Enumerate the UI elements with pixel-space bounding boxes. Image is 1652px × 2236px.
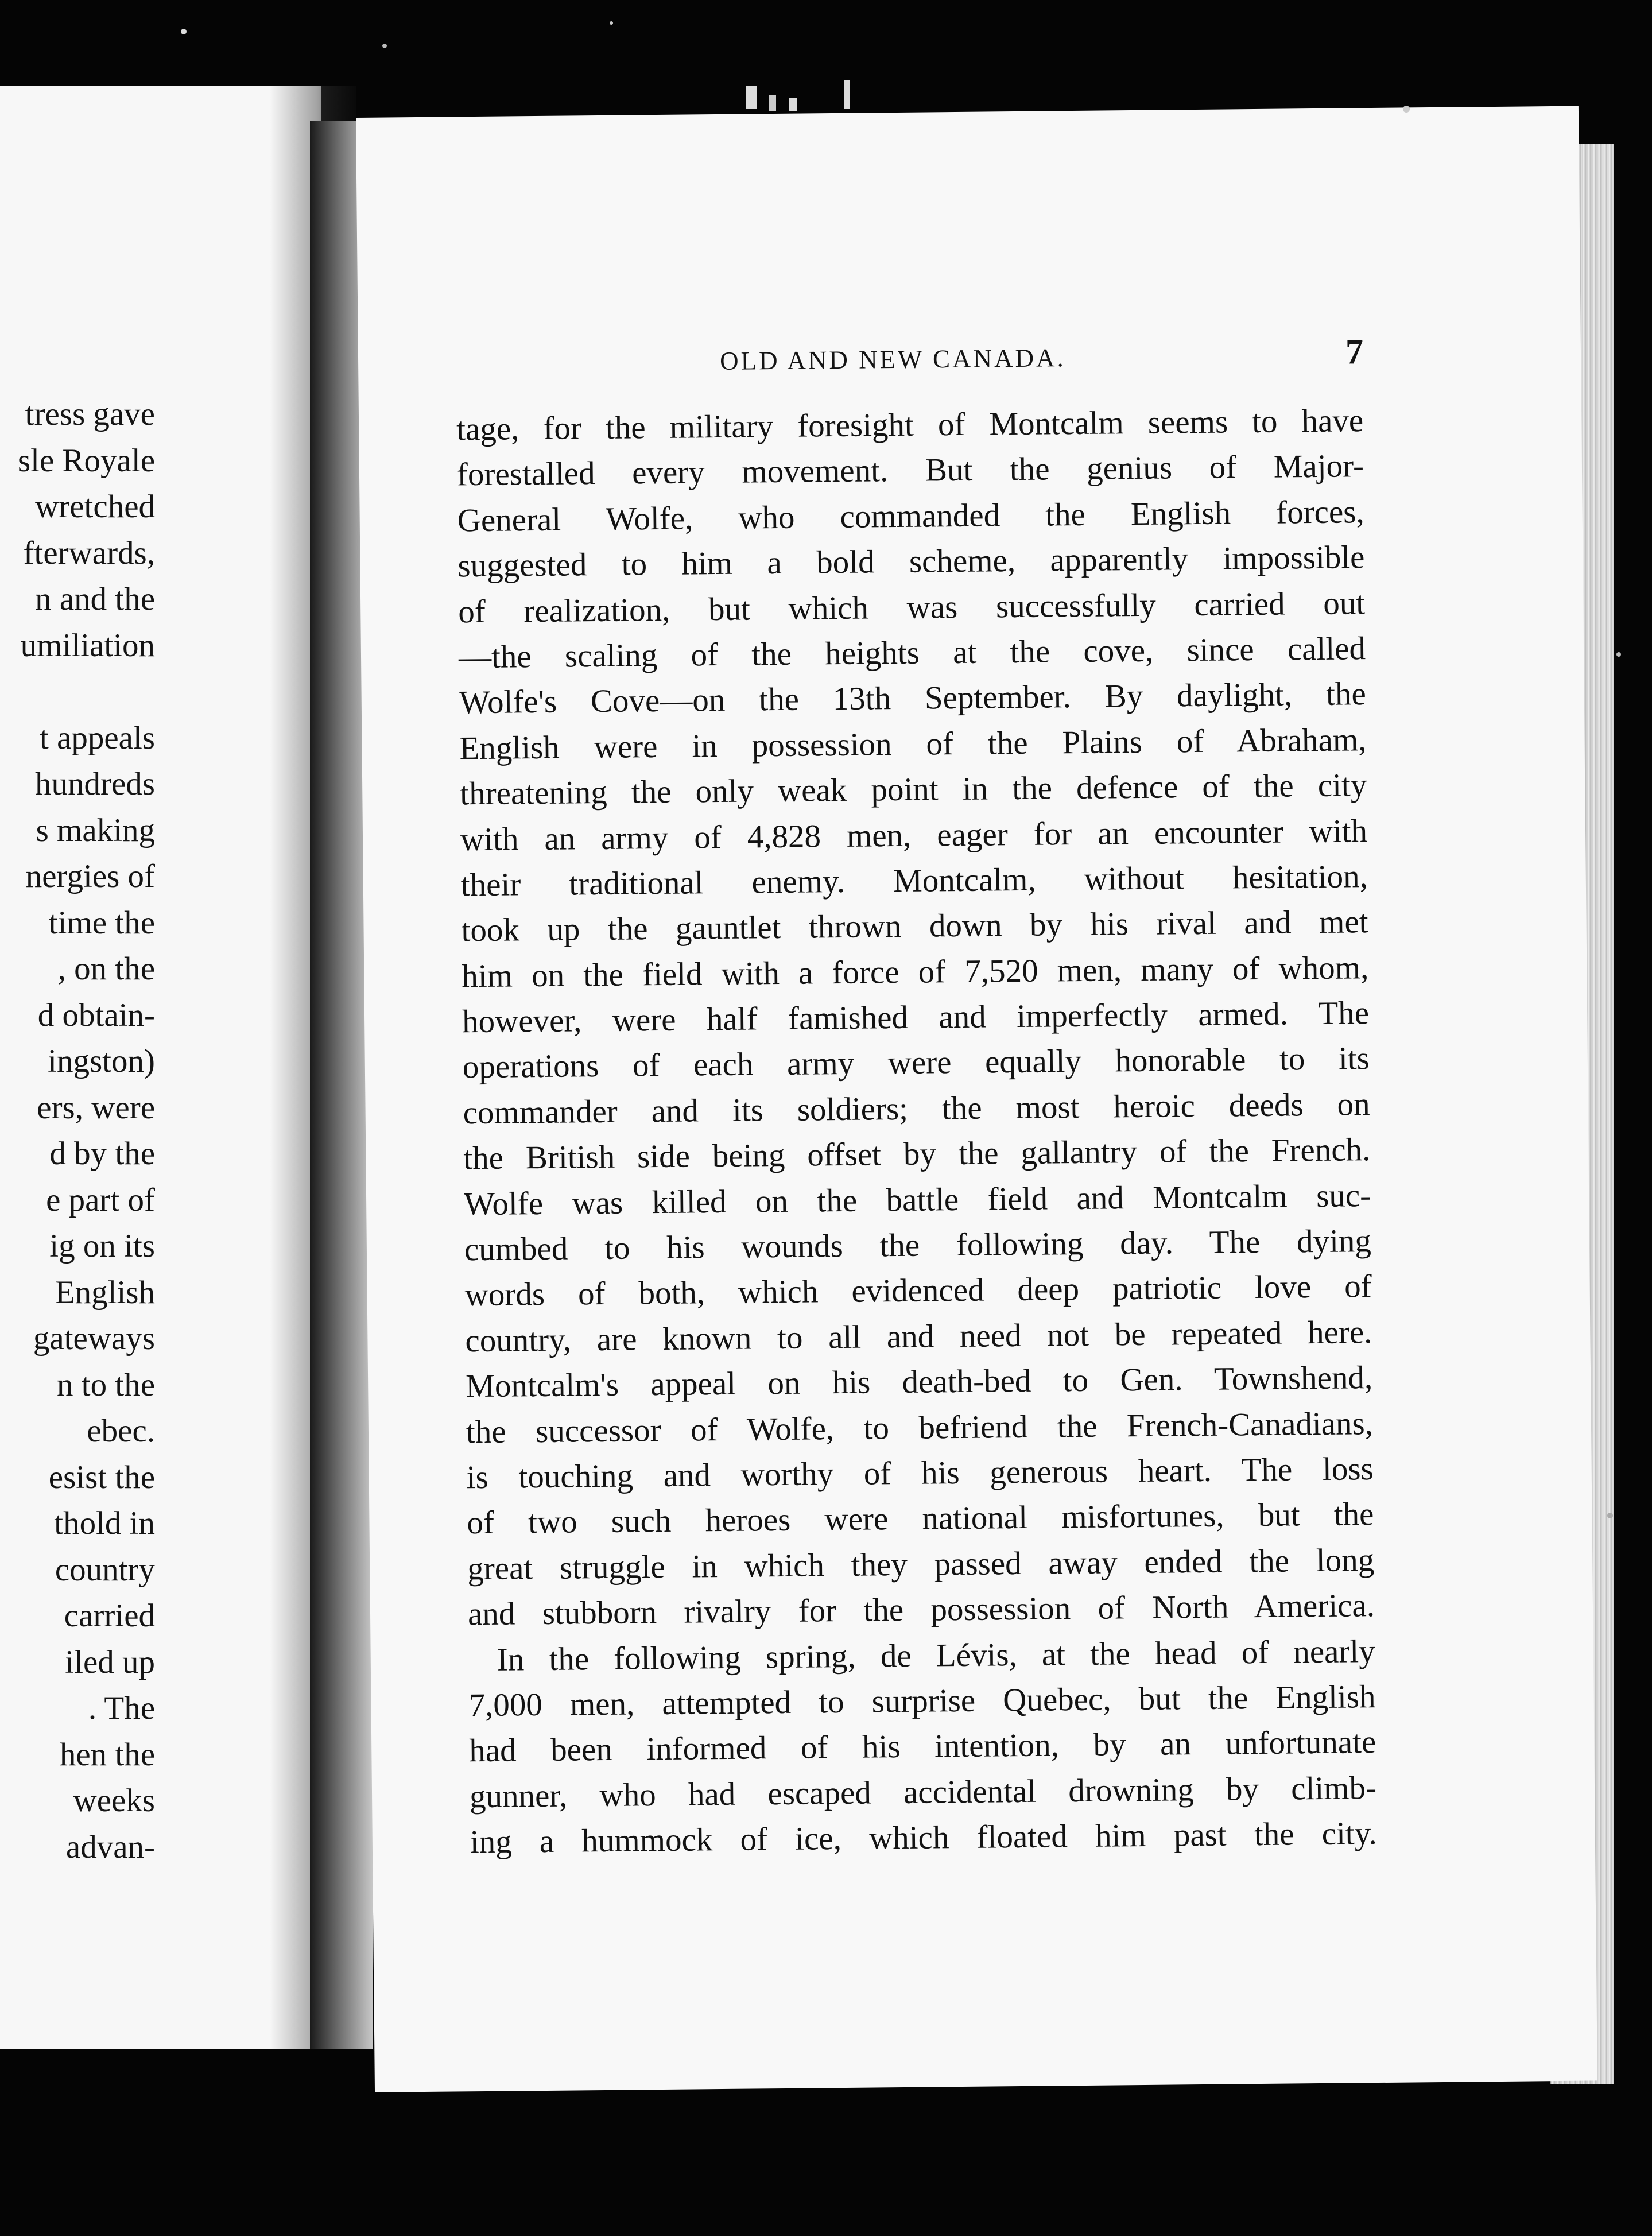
left-text-line: ig on its: [49, 1228, 155, 1264]
text-line: tage, for the military foresight of Montcalm seems to have: [456, 402, 1364, 448]
left-text-line: carried: [64, 1598, 155, 1634]
left-text-line: t appeals: [39, 719, 155, 756]
left-text-line: . The: [88, 1690, 155, 1726]
text-line: cumbed to his wounds the following day. The dying: [464, 1223, 1372, 1268]
text-line: the successor of Wolfe, to befriend the French-Canadians,: [466, 1405, 1374, 1450]
text-line: of realization, but which was successfully carried out: [457, 584, 1366, 630]
left-text-line: wretched: [35, 489, 155, 525]
left-text-line: umiliation: [20, 627, 155, 664]
left-text-line: weeks: [73, 1782, 155, 1819]
text-line: General Wolfe, who commanded the English forces,: [457, 493, 1364, 539]
text-line: is touching and worthy of his generous heart. The loss: [466, 1451, 1374, 1496]
text-line: Montcalm's appeal on his death-bed to Gen. Townshend,: [465, 1359, 1373, 1405]
left-text-line: country: [55, 1551, 155, 1588]
text-line: of two such heroes were national misfortunes, but the: [467, 1496, 1374, 1541]
text-line: had been informed of his intention, by an unfortunate: [469, 1724, 1376, 1769]
text-line: threatening the only weak point in the defence of the city: [460, 767, 1367, 812]
text-line: their traditional enemy. Montcalm, without hesitation,: [460, 858, 1368, 904]
text-line: took up the gauntlet thrown down by his rival and met: [461, 904, 1368, 949]
text-line: forestalled every movement. But the genius of Major-: [456, 448, 1364, 493]
left-text-line: sle Royale: [17, 442, 155, 479]
left-text-line: hundreds: [35, 766, 155, 802]
text-line: ing a hummock of ice, which floated him past the city.: [470, 1815, 1378, 1861]
text-line: words of both, which evidenced deep patriotic love of: [464, 1268, 1372, 1313]
text-line: with an army of 4,828 men, eager for an encounter with: [460, 812, 1368, 858]
running-head: OLD AND NEW CANADA.: [719, 343, 1066, 375]
left-text-line: esist the: [48, 1459, 155, 1495]
text-line: great struggle in which they passed away ended the long: [467, 1541, 1375, 1587]
right-page: [356, 106, 1597, 2092]
text-line: operations of each army were equally honorable to its: [462, 1040, 1370, 1086]
text-line: gunner, who had escaped accidental drowning by climb-: [469, 1769, 1377, 1815]
text-line: Wolfe's Cove—on the 13th September. By daylight, the: [459, 676, 1367, 721]
left-text-line: ebec.: [87, 1413, 155, 1449]
text-line: however, were half famished and imperfectly armed. The: [462, 995, 1370, 1040]
left-text-line: e part of: [46, 1181, 155, 1218]
text-line: Wolfe was killed on the battle field and Montcalm suc-: [463, 1177, 1371, 1222]
text-line: and stubborn rivalry for the possession of North America.: [467, 1587, 1375, 1633]
page-header: [358, 333, 1581, 385]
left-text-line: advan-: [65, 1828, 155, 1865]
left-text-line: iled up: [65, 1644, 155, 1680]
left-text-line: d by the: [49, 1136, 155, 1172]
left-text-line: thold in: [54, 1505, 155, 1541]
left-text-line: nergies of: [25, 858, 155, 894]
left-text-line: s making: [36, 812, 155, 848]
left-text-line: n and the: [35, 581, 155, 617]
left-text-line: n to the: [57, 1366, 155, 1403]
text-line: commander and its soldiers; the most heroic deeds on: [463, 1086, 1370, 1131]
text-line: English were in possession of the Plains of Abraham,: [459, 721, 1367, 767]
text-line: country, are known to all and need not be repeated here.: [465, 1313, 1372, 1359]
left-text-line: fterwards,: [23, 534, 155, 571]
left-text-line: time the: [48, 904, 155, 941]
text-line: 7,000 men, attempted to surprise Quebec, but the English: [468, 1679, 1376, 1724]
page-number: 7: [1345, 332, 1364, 372]
left-text-line: , on the: [57, 951, 155, 987]
text-line: suggested to him a bold scheme, apparently impossible: [457, 539, 1365, 584]
left-text-line: hen the: [59, 1736, 155, 1773]
text-line: him on the field with a force of 7,520 men, many of whom,: [462, 949, 1369, 994]
left-text-line: ingston): [48, 1043, 155, 1079]
left-text-line: d obtain-: [37, 997, 155, 1033]
left-text-line: gateways: [33, 1320, 155, 1357]
left-text-line: tress gave: [25, 396, 155, 432]
text-line: —the scaling of the heights at the cove, since called: [458, 630, 1366, 676]
body-text: [456, 398, 1377, 1865]
left-text-line: English: [55, 1274, 155, 1311]
text-line: In the following spring, de Lévis, at the head of nearly: [497, 1633, 1376, 1678]
text-line: the British side being offset by the gallantry of the French.: [463, 1131, 1371, 1177]
left-text-line: ers, were: [37, 1089, 155, 1126]
